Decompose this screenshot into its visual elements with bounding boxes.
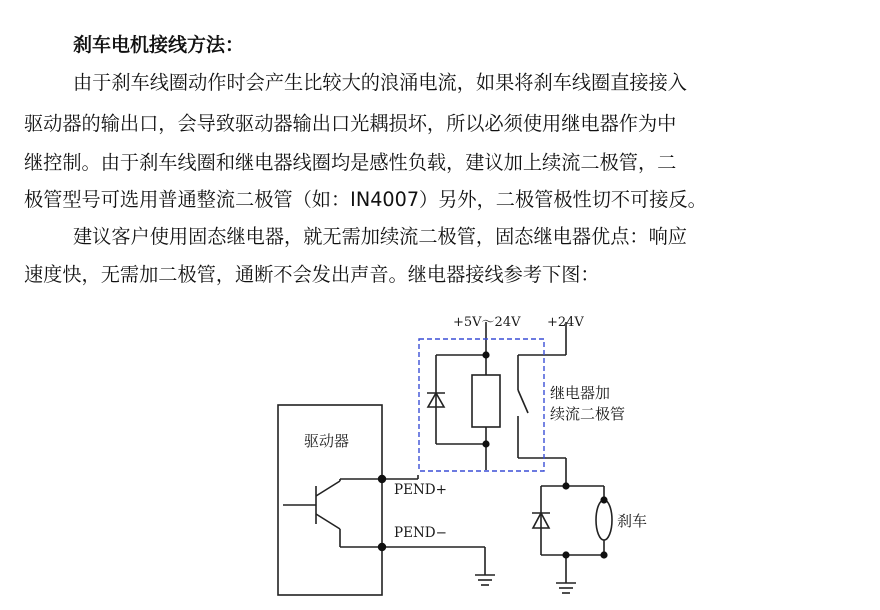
heading: 刹车电机接线方法： [73,34,245,56]
paragraph-line-2: 驱动器的输出口，会导致驱动器输出口光耦损坏，所以必须使用继电器作为中 [24,112,677,135]
relay-coil [472,375,500,427]
relay-note-line1: 继电器加 [550,384,611,402]
junction-pend-minus [378,543,386,551]
relay-switch-blade [518,390,528,413]
paragraph-line-1: 由于刹车线圈动作时会产生比较大的浪涌电流，如果将刹车线圈直接接入 [73,71,687,94]
relay-note-line2: 续流二极管 [550,405,626,423]
driver-label: 驱动器 [304,432,350,450]
supply-right-label: +24V [547,315,584,330]
brake-label: 刹车 [617,512,648,530]
paragraph-line-5: 建议客户使用固态继电器，就无需加续流二极管，固态继电器优点：响应 [73,225,687,248]
transistor-emitter [316,514,340,529]
junction-pend-plus [378,475,386,483]
paragraph-line-3: 继控制。由于刹车线圈和继电器线圈均是感性负载，建议加上续流二极管，二 [24,151,677,174]
brake-coil [596,500,612,540]
pend-minus-label: PEND− [394,525,447,541]
supply-left-label: +5V～24V [453,315,521,330]
pend-plus-label: PEND+ [394,482,447,498]
paragraph-line-4: 极管型号可选用普通整流二极管（如：IN4007）另外，二极管极性切不可接反。 [24,188,707,211]
transistor-collector [316,481,340,496]
paragraph-line-6: 速度快，无需加二极管，通断不会发出声音。继电器接线参考下图： [24,263,600,286]
